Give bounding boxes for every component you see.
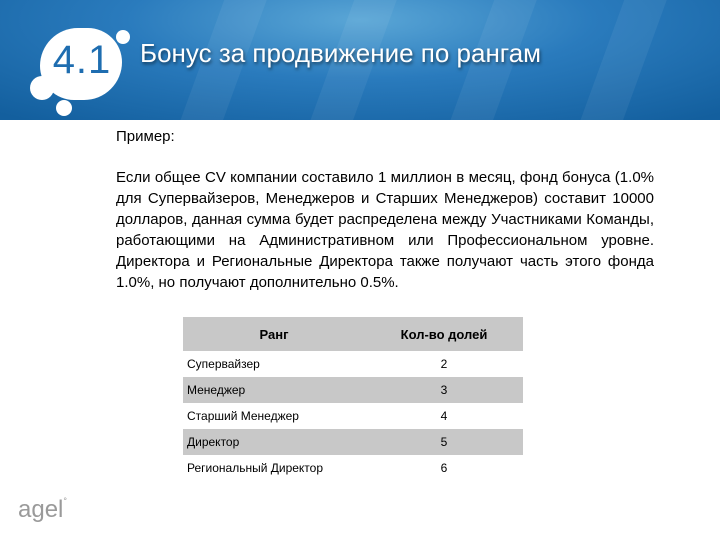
shares-cell: 3: [365, 377, 523, 403]
rank-cell: Старший Менеджер: [183, 403, 365, 429]
logo-text: agel: [18, 496, 64, 523]
slide-title: Бонус за продвижение по рангам: [140, 38, 542, 68]
header-banner: [0, 0, 720, 120]
table-header-row: [183, 317, 523, 351]
rank-cell: Директор: [183, 429, 365, 455]
rank-cell: Супервайзер: [183, 351, 365, 377]
column-header-shares: Кол-во долей: [365, 317, 523, 351]
rank-cell: Региональный Директор: [183, 455, 365, 481]
badge-dot: [56, 100, 72, 116]
table-row: [183, 455, 523, 481]
example-paragraph: Если общее CV компании составило 1 миллион в месяц, фонд бонуса (1.0% для Супервайзеров, Менеджеров и Старших Менеджеров) составит 10000 долларов, данная сумма будет распределена между Участниками Команды, работающими на Административном или Профессиональном уровне. Директора и Региональные Директора также получают часть этого фонда 1.0%, но получают дополнительно 0.5%.: [116, 169, 654, 291]
agel-logo: [18, 496, 67, 524]
table-row: [183, 403, 523, 429]
header-ray: [564, 0, 677, 120]
rank-cell: Менеджер: [183, 377, 365, 403]
table-row: [183, 377, 523, 403]
example-label: Пример:: [116, 128, 175, 145]
column-header-rank: Ранг: [183, 317, 365, 351]
shares-cell: 6: [365, 455, 523, 481]
trademark-icon: °: [63, 496, 67, 506]
slide-content: [116, 126, 654, 293]
shares-cell: 4: [365, 403, 523, 429]
table-row: [183, 429, 523, 455]
rank-shares-table: [183, 317, 523, 481]
shares-cell: 2: [365, 351, 523, 377]
table-row: [183, 351, 523, 377]
shares-cell: 5: [365, 429, 523, 455]
section-number: 4.1: [52, 38, 112, 82]
